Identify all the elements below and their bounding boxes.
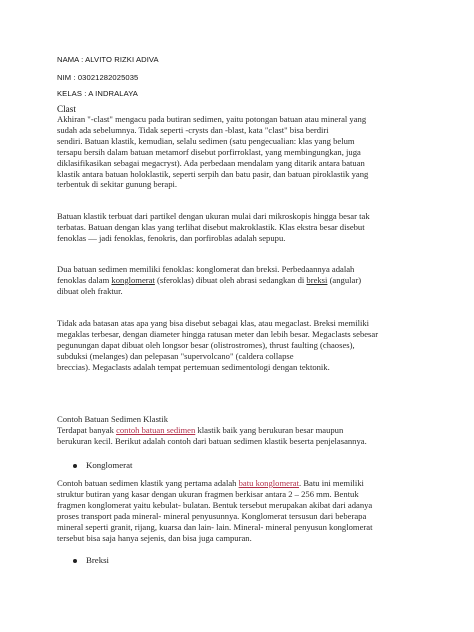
text-line: sendiri. Batuan klastik, kemudian, selalu sedimen (satu pengecualian: klas yang belum	[57, 135, 355, 146]
text-line: terbentuk di sekitar gunung berapi.	[57, 179, 178, 190]
text-line: berukuran kecil. Berikut adalah contoh dari batuan sedimen klastik beserta penjelasannya.	[57, 435, 367, 446]
text-line: proses transport pada mineral- mineral penyusunnya. Konglomerat tersusun dari beberapa	[57, 510, 367, 521]
paragraph-clast-definition	[57, 114, 429, 190]
text-line: fragmen konglomerat yaitu kebulat- bulatan. Bentuk tersebut merupakan akibat dari adanya	[57, 499, 373, 510]
breksi-link[interactable]: breksi	[306, 274, 328, 285]
text-line: diklasifikasikan sebagai megacryst). Ada perbedaan mendalam yang ditarik antara batuan	[57, 157, 365, 168]
text-line: Akhiran "-clast" mengacu pada butiran sedimen, yaitu potongan batuan atau mineral yang	[57, 114, 367, 124]
bullet-konglomerat: Konglomerat	[86, 460, 133, 470]
text-line: dibuat oleh fraktur.	[57, 285, 123, 296]
paragraph-megaclast	[57, 318, 429, 373]
text-line: sudah ada sebelumnya. Tidak seperti -crysts dan -blast, kata "clast" bisa berdiri	[57, 124, 329, 135]
text-line: megaklas terbesar, dengan diameter hingga ratusan meter dan lebih besar. Megaclasts sebesar	[57, 328, 379, 339]
section-contoh	[57, 414, 429, 447]
text-line: klastik antara batuan holoklastik, seperti serpih dan batu pasir, dan batuan piroklastik yang	[57, 168, 369, 179]
text-line: subduksi (melanges) dan pelepasan "supervolcano" (caldera collapse	[57, 350, 294, 361]
text-line: struktur butiran yang kasar dengan ukuran fragmen berkisar antara 2 – 256 mm. Bentuk	[57, 488, 359, 499]
contoh-batuan-sedimen-link[interactable]: contoh batuan sedimen	[116, 424, 196, 435]
text-line: fenoklas dalam konglomerat (sferoklas) dibuat oleh abrasi sedangkan di breksi (angular)	[57, 274, 362, 285]
section-title-contoh: Contoh Batuan Sedimen Klastik	[57, 414, 168, 424]
student-name: NAMA : ALVITO RIZKI ADIVA	[57, 55, 159, 64]
text-line: pegunungan dapat dibuat oleh longsor besar (olistrostromes), thrust faulting (chaoses),	[57, 339, 355, 350]
bullet-dot	[73, 464, 77, 468]
konglomerat-link[interactable]: konglomerat	[111, 274, 155, 285]
text-line: fenoklas — jadi fenoklas, fenokris, dan porfiroblas adalah sepupu.	[57, 232, 286, 243]
batu-konglomerat-link[interactable]: batu konglomerat	[238, 478, 300, 488]
text-line: Terdapat banyak contoh batuan sedimen klastik baik yang berukuran besar maupun	[57, 424, 344, 435]
text-line: breccias). Megaclasts adalah tempat pertemuan sedimentologi dengan tektonik.	[57, 361, 330, 372]
text-line: tersebut bisa saja hanya sejenis, dan bisa juga campuran.	[57, 532, 252, 543]
text-line: terbatas. Batuan dengan klas yang terlihat disebut makroklastik. Klas ekstra besar disebut	[57, 221, 365, 232]
paragraph-phenoclast	[57, 264, 429, 297]
text-line: tersapu bersih dalam batuan metamorf disebut porfirroklast, yang membingungkan, juga	[57, 146, 361, 157]
student-class: KELAS : A INDRALAYA	[57, 89, 138, 98]
bullet-dot	[73, 559, 77, 563]
section-title-clast: Clast	[57, 104, 76, 114]
text-line: Dua batuan sedimen memiliki fenoklas: konglomerat dan breksi. Perbedaannya adalah	[57, 264, 355, 274]
bullet-breksi: Breksi	[86, 555, 109, 565]
student-nim: NIM : 03021282025035	[57, 73, 139, 82]
paragraph-konglomerat	[57, 478, 429, 543]
text-line: Tidak ada batasan atas apa yang bisa disebut sebagai klas, atau megaclast. Breksi memiliki	[57, 318, 370, 328]
paragraph-clast-size	[57, 211, 429, 244]
text-line: mineral seperti granit, rijang, kuarsa dan lain- lain. Mineral- mineral penyusun konglomerat	[57, 521, 373, 532]
text-line: Batuan klastik terbuat dari partikel dengan ukuran mulai dari mikroskopis hingga besar tak	[57, 211, 370, 221]
text-line: Contoh batuan sedimen klastik yang pertama adalah batu konglomerat. Batu ini memiliki	[57, 478, 364, 488]
